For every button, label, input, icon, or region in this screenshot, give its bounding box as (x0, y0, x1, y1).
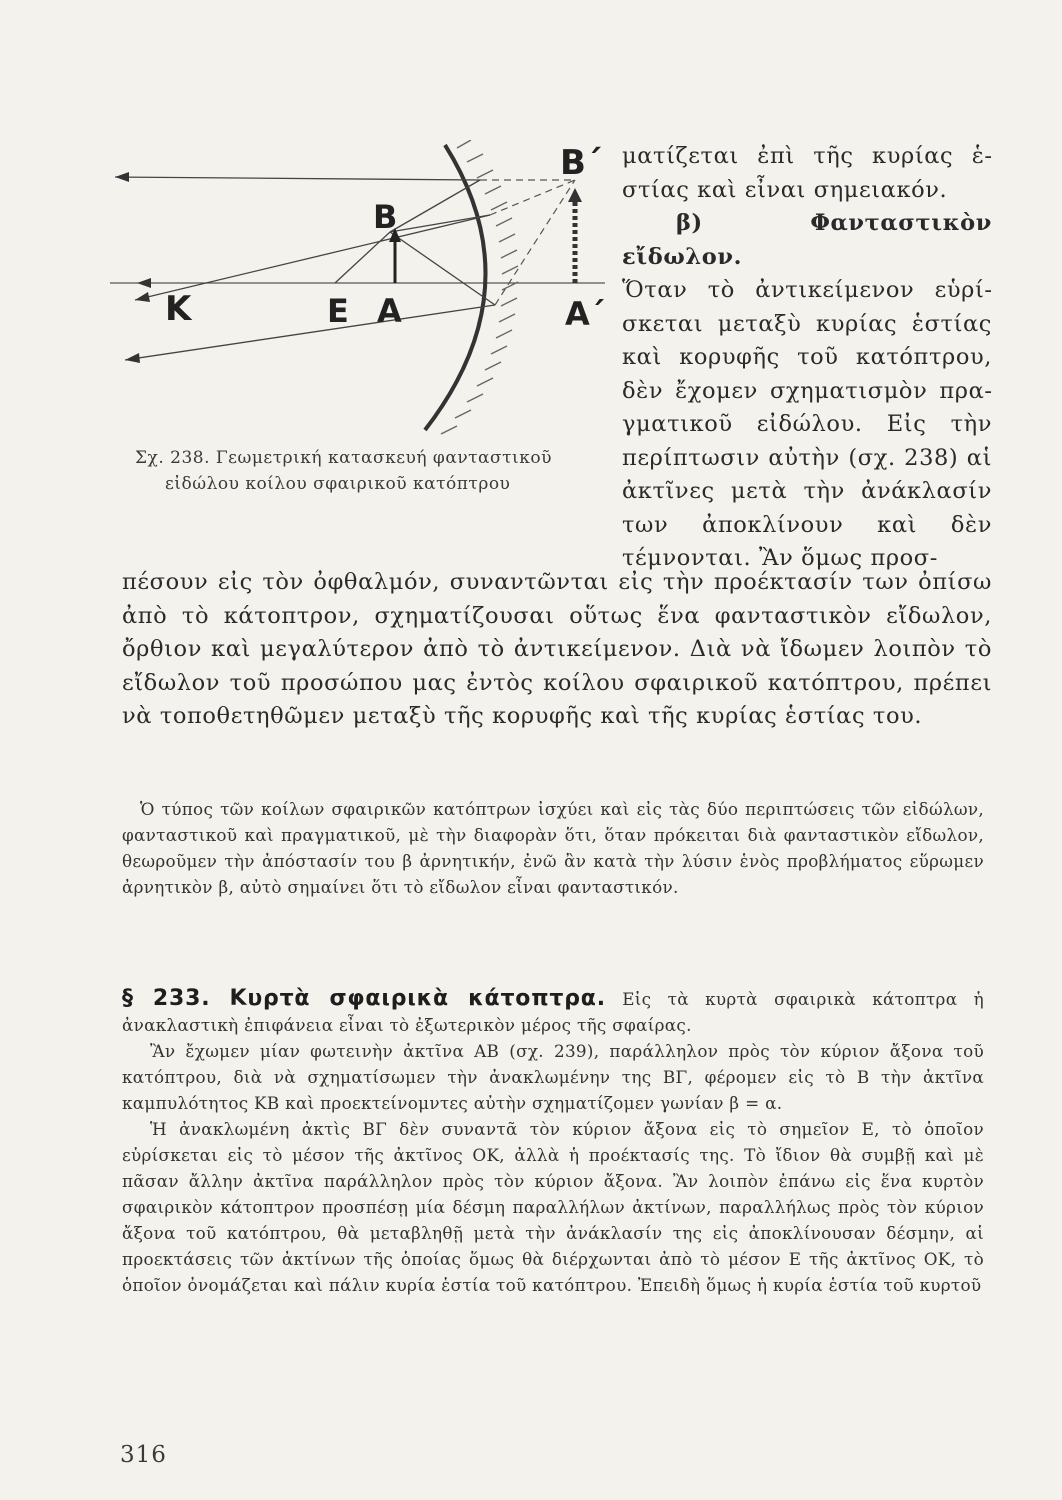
main-paragraph-block (122, 566, 992, 734)
page-number: 316 (120, 1442, 167, 1468)
label-A-prime: Α΄ (565, 295, 604, 333)
section-paragraph-1: Ἂν ἔχωμεν μίαν φωτεινὴν ἀκτῖνα ΑΒ (σχ. 239), παράλληλον πρὸς τὸν κύριον ἄξονα τοῦ κατόπτρου, διὰ νὰ σχηματίσωμεν τὴν ἀνακλωμένην της ΒΓ, φέρομεν εἰς τὸ Β τὴν ἀκτῖνα καμπυλότητος ΚΒ καὶ προεκτείνομντες αὐτὴν σχηματίζομεν γωνίαν β = α. (122, 1041, 984, 1113)
ray-arrowhead (125, 353, 140, 363)
ray-arrowhead (115, 172, 129, 182)
label-B: Β (373, 198, 398, 236)
right-paragraph-1: ματίζεται ἐπὶ τῆς κυρίας ἑστίας καὶ εἶναι σημειακόν. (622, 143, 992, 203)
label-A: Α (377, 292, 402, 330)
main-paragraph: πέσουν εἰς τὸν ὀφθαλμόν, συναντῶνται εἰς τὴν προέκτασίν των ὀπίσω ἀπὸ τὸ κάτοπτρον, σχηματίζουσαι οὕτως ἕνα φανταστικὸν εἴδωλον, ὄρθιον καὶ μεγαλύτερον ἀπὸ τὸ ἀντικείμενον. Διὰ νὰ ἴδωμεν λοιπὸν τὸ εἴδωλον τοῦ προσώπου μας ἐντὸς κοίλου σφαιρικοῦ κατόπτρου, πρέπει νὰ τοποθετηθῶμεν μεταξὺ τῆς κορυφῆς καὶ τῆς κυρίας ἑστίας του. (122, 569, 992, 729)
right-paragraph-2: Ὅταν τὸ ἀντικείμενον εὑρίσκεται μεταξὺ κυρίας ἑστίας καὶ κορυφῆς τοῦ κατόπτρου, δὲν ἔχομεν σχηματισμὸν πραγματικοῦ εἰδώλου. Εἰς τὴν περίπτωσιν αὐτὴν (σχ. 238) αἱ ἀκτῖνες μετὰ τὴν ἀνάκλασίν των ἀποκλίνουν καὶ δὲν τέμνονται. Ἂν ὅμως προσ- (622, 277, 992, 571)
caption-line-2: εἰδώλου κοίλου σφαιρικοῦ κατόπτρου (165, 474, 511, 494)
subheading-text: β) Φανταστικὸν εἴδωλον. (622, 210, 992, 270)
ray-arrowhead (135, 292, 150, 302)
note-block (122, 796, 984, 900)
rays (115, 177, 495, 360)
section-intro-text: Εἰς τὰ κυρτὰ σφαιρικὰ κάτοπτρα ἡ ἀνακλαστικὴ ἐπιφάνεια εἶναι τὸ ἐξωτερικὸν μέρος τῆς σφαίρας. (122, 989, 984, 1035)
section-heading: § 233. Κυρτὰ σφαιρικὰ κάτοπτρα. (122, 986, 606, 1011)
label-E: Ε (327, 292, 349, 330)
image-arrowhead (568, 188, 582, 202)
axis-arrowhead (137, 278, 151, 288)
note-paragraph: Ὁ τύπος τῶν κοίλων σφαιρικῶν κατόπτρων ἰσχύει καὶ εἰς τὰς δύο περιπτώσεις τῶν εἰδώλων, φανταστικοῦ καὶ πραγματικοῦ, μὲ τὴν διαφορὰν ὅτι, ὅταν πρόκειται διὰ φανταστικὸν εἴδωλον, θεωροῦμεν τὴν ἀπόστασίν του β ἀρνητικήν, ἐνῶ ἂν κατὰ τὴν λύσιν ἑνὸς προβλήματος εὕρωμεν ἀρνητικὸν β, αὐτὸ σημαίνει ὅτι τὸ εἴδωλον εἶναι φανταστικόν. (122, 799, 984, 897)
section-233 (122, 986, 984, 1298)
figure-238-diagram (105, 140, 625, 460)
label-K: Κ (165, 289, 192, 329)
concave-mirror (425, 145, 486, 430)
dashed-extensions (480, 180, 575, 305)
subheading-virtual-image (622, 207, 992, 274)
right-column-text (622, 140, 992, 576)
section-paragraph-2: Ἡ ἀνακλωμένη ἀκτὶς ΒΓ δὲν συναντᾶ τὸν κύριον ἄξονα εἰς τὸ σημεῖον Ε, τὸ ὁποῖον εὑρίσκεται εἰς τὸ μέσον τῆς ἀκτῖνος ΟΚ, ἀλλὰ ἡ προέκτασίς της. Τὸ ἴδιον θὰ συμβῇ καὶ μὲ πᾶσαν ἄλλην ἀκτῖνα παράλληλον πρὸς τὸν κύριον ἄξονα. Ἂν λοιπὸν ἐπάνω εἰς ἕνα κυρτὸν σφαιρικὸν κάτοπτρον προσπέσῃ μία δέσμη παραλλήλων ἀκτίνων, παραλλήλως πρὸς τὸν κύριον ἄξονα τοῦ κατόπτρου, θὰ μεταβληθῇ μετὰ τὴν ἀνάκλασίν της εἰς ἀποκλίνουσαν δέσμην, αἱ προεκτάσεις τῶν ἀκτίνων τῆς ὁποίας ὅμως θὰ διέρχωνται ἀπὸ τὸ μέσον Ε τῆς ἀκτῖνος ΟΚ, τὸ ὁποῖον ὀνομάζεται καὶ πάλιν κυρία ἑστία τοῦ κατόπτρου. Ἐπειδὴ ὅμως ἡ κυρία ἑστία τοῦ κυρτοῦ (122, 1119, 984, 1295)
section-intro (122, 986, 984, 1038)
figure-caption (135, 445, 615, 497)
caption-line-1: Σχ. 238. Γεωμετρική κατασκευή φανταστικοῦ (135, 448, 552, 468)
label-B-prime: Β΄ (560, 143, 601, 183)
